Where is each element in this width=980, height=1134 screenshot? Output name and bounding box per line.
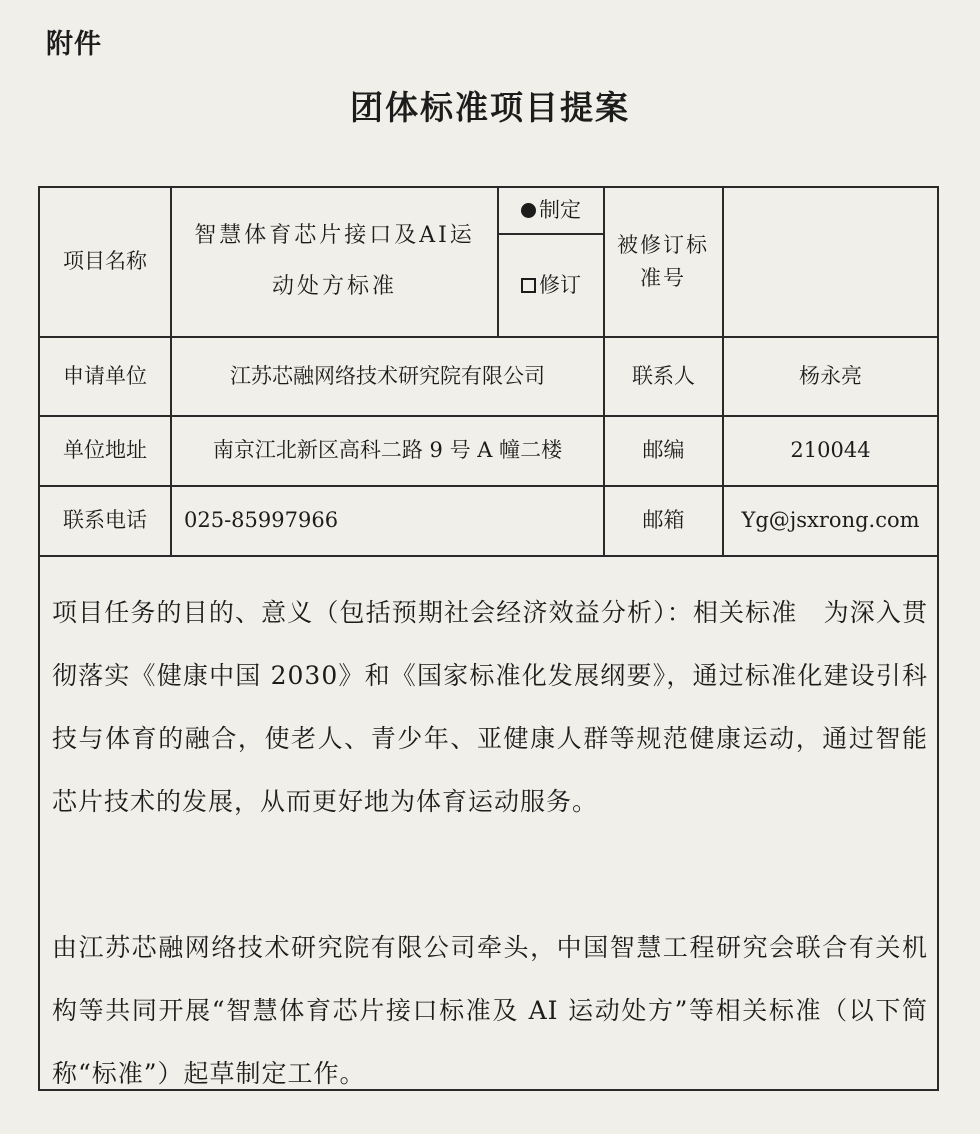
- table-rule-row4: [38, 555, 939, 557]
- type-revise-option[interactable]: [499, 235, 603, 336]
- table-border-right: [937, 186, 939, 1091]
- email-value: Yg@jsxrong.com: [741, 508, 920, 533]
- project-name-label: 项目名称: [63, 249, 147, 274]
- type-revise-label: 修订: [539, 272, 581, 297]
- revised-std-label: 被修订标准号: [617, 233, 709, 290]
- address-value: 南京江北新区高科二路 9 号 A 幢二楼: [212, 438, 563, 463]
- applicant-value: 江苏芯融网络技术研究院有限公司: [230, 363, 545, 388]
- annex-label: 附件: [46, 29, 102, 60]
- postcode-value: 210044: [790, 438, 871, 463]
- empty-checkbox-icon: [521, 278, 536, 293]
- phone-value: 025-85997966: [184, 508, 339, 533]
- phone-label: 联系电话: [63, 508, 147, 533]
- email-label: 邮箱: [642, 508, 685, 533]
- type-formulate-label: 制定: [539, 197, 581, 222]
- filled-circle-icon: [521, 203, 536, 218]
- project-name-value: 智慧体育芯片接口及AI运动处方标准: [194, 223, 475, 299]
- revised-std-value: [724, 188, 937, 336]
- postcode-label: 邮编: [642, 438, 685, 463]
- document-title: 团体标准项目提案: [350, 88, 630, 127]
- purpose-paragraph: 项目任务的目的、意义（包括预期社会经济效益分析）：相关标准 为深入贯彻落实《健康中国 2030》和《国家标准化发展纲要》，通过标准化建设引科技与体育的融合，使老人、青少年、亚健康人群等规范健康运动，通过智能芯片技术的发展，从而更好地为体育运动服务。: [52, 598, 928, 816]
- contact-value: 杨永亮: [799, 363, 862, 388]
- applicant-label: 申请单位: [63, 363, 147, 388]
- type-formulate-option[interactable]: [499, 188, 603, 233]
- address-label: 单位地址: [63, 438, 147, 463]
- organizer-paragraph: 由江苏芯融网络技术研究院有限公司牵头，中国智慧工程研究会联合有关机构等共同开展“智慧体育芯片接口标准及 AI 运动处方”等相关标准（以下简称“标准”）起草制定工作。: [52, 933, 928, 1088]
- contact-label: 联系人: [632, 363, 695, 388]
